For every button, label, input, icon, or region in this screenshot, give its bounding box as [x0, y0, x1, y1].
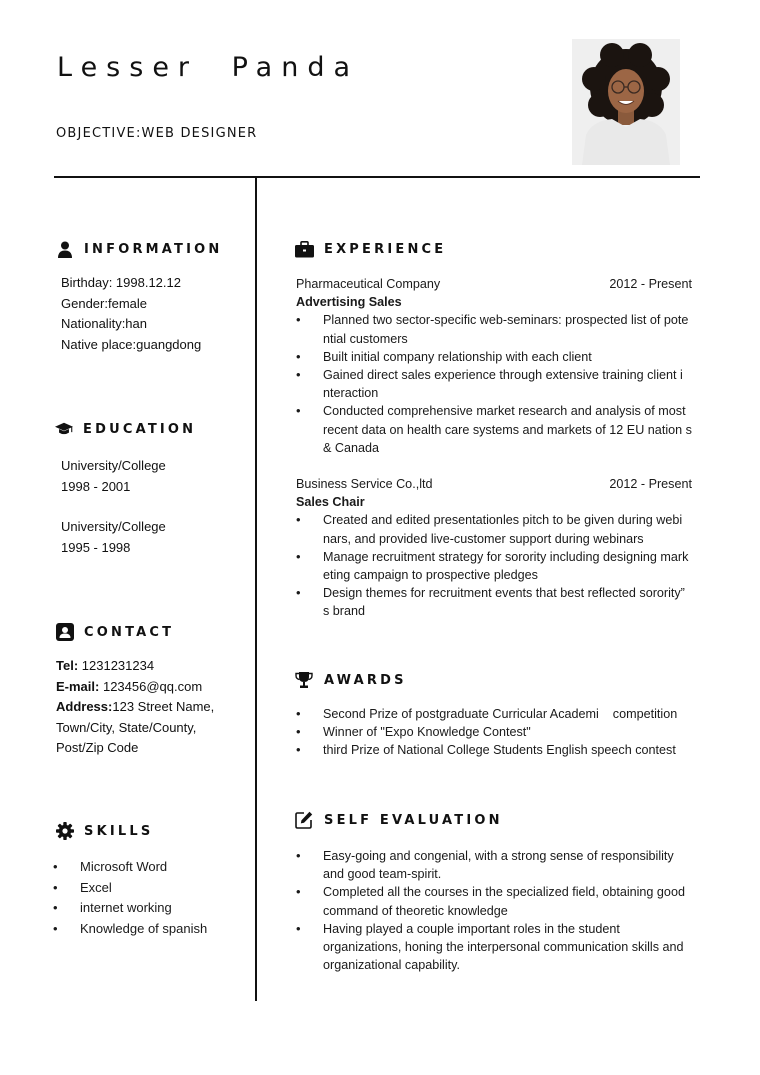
experience-job: [296, 275, 692, 457]
profile-photo: [572, 39, 680, 165]
award-item: • Second Prize of postgraduate Curricular Academi competition: [296, 705, 696, 723]
contact-email: E-mail: 123456@qq.com: [56, 678, 203, 694]
job-bullet: • Design themes for recruitment events that best reflected sorority” s brand: [296, 584, 692, 620]
information-header: [56, 240, 222, 258]
education-title: EDUCATION: [83, 421, 197, 437]
job-bullet: • Created and edited presentationles pitch to be given during webi nars, and provided live-customer support during webinars: [296, 511, 692, 547]
graduation-cap-icon: [55, 420, 73, 438]
job-bullet: • Conducted comprehensive market research and analysis of most recent data on health care systems and markets of 12 EU nation s & Canada: [296, 402, 692, 457]
self-evaluation-item: • Having played a couple important roles in the student organizations, honing the interpersonal communication skills and organizational capability.: [296, 920, 696, 975]
briefcase-icon: [294, 240, 314, 258]
contact-header: [56, 623, 174, 641]
job-role: Advertising Sales: [296, 295, 402, 310]
experience-title: EXPERIENCE: [324, 241, 447, 257]
skill-item: • Excel: [55, 878, 207, 899]
contact-address: Address:123 Street Name,: [56, 699, 215, 714]
job-bullet: • Gained direct sales experience through extensive training client i nteraction: [296, 366, 692, 402]
job-period: 2012 - Present: [609, 477, 692, 491]
self-evaluation-title: SELF EVALUATION: [324, 812, 503, 828]
awards-header: [294, 671, 407, 689]
awards-list: [296, 705, 696, 760]
contact-title: CONTACT: [84, 624, 175, 640]
job-bullet: • Manage recruitment strategy for sorority including designing mark eting campaign to prospective pledges: [296, 548, 692, 584]
candidate-name: Lesser Panda: [57, 52, 360, 83]
self-evaluation-list: [296, 847, 696, 974]
contact-card-icon: [56, 623, 74, 641]
birthday: Birthday: 1998.12.12: [61, 275, 181, 290]
header-divider: [54, 176, 700, 178]
job-bullet: • Built initial company relationship with each client: [296, 348, 692, 366]
column-divider: [255, 177, 257, 1001]
experience-job: [296, 475, 692, 621]
education-entry: [61, 517, 166, 558]
self-evaluation-item: • Easy-going and congenial, with a strong sense of responsibility and good team-spirit.: [296, 847, 696, 883]
education-school: University/College: [61, 519, 166, 534]
education-years: 1998 - 2001: [61, 478, 131, 494]
edit-icon: [294, 811, 314, 829]
job-role: Sales Chair: [296, 495, 365, 510]
self-evaluation-header: [294, 811, 503, 829]
job-header: [296, 275, 692, 293]
nationality: Nationality:han: [61, 316, 147, 331]
skills-header: [56, 822, 153, 840]
education-entry: [61, 456, 166, 497]
skill-item: • Knowledge of spanish: [55, 919, 207, 940]
self-evaluation-item: • Completed all the courses in the specialized field, obtaining good command of theoretic knowledge: [296, 883, 696, 919]
job-company: Business Service Co.,ltd: [296, 477, 433, 491]
experience-header: [294, 240, 446, 258]
skills-title: SKILLS: [84, 823, 154, 839]
skill-item: • Microsoft Word: [55, 857, 207, 878]
contact-address-line3: Post/Zip Code: [56, 740, 139, 755]
information-title: INFORMATION: [84, 241, 223, 257]
contact-tel: Tel: 1231231234: [56, 658, 155, 673]
person-icon: [56, 240, 74, 258]
native-place: Native place:guangdong: [61, 336, 202, 352]
award-item: • Winner of "Expo Knowledge Contest": [296, 723, 696, 741]
trophy-icon: [294, 671, 314, 689]
contact-address-line2: Town/City, State/County,: [56, 719, 197, 735]
gender: Gender:female: [61, 295, 147, 311]
education-school: University/College: [61, 458, 166, 473]
gear-icon: [56, 822, 74, 840]
award-item: • third Prize of National College Students English speech contest: [296, 741, 696, 759]
job-period: 2012 - Present: [609, 277, 692, 291]
contact-details: [56, 656, 214, 759]
objective: OBJECTIVE:WEB DESIGNER: [56, 126, 258, 141]
job-company: Pharmaceutical Company: [296, 277, 441, 291]
education-years: 1995 - 1998: [61, 539, 131, 555]
skill-item: • internet working: [55, 898, 207, 919]
awards-title: AWARDS: [324, 672, 407, 688]
education-header: [55, 420, 196, 438]
skills-list: [55, 857, 207, 939]
job-bullet: • Planned two sector-specific web-seminars: prospected list of pote ntial customers: [296, 311, 692, 347]
information-list: [61, 273, 201, 355]
job-header: [296, 475, 692, 493]
